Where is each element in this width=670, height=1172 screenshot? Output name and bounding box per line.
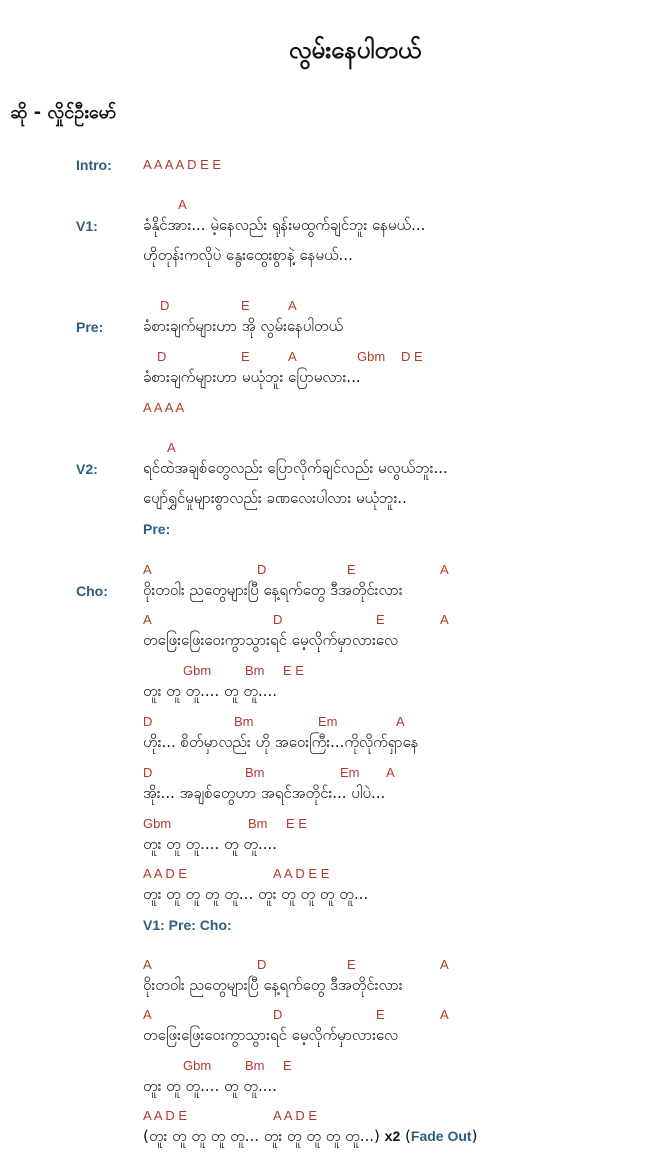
- chord: A A D E: [273, 1108, 318, 1123]
- pre-tail-chords: A A A A: [143, 400, 185, 415]
- chord: A: [396, 714, 405, 729]
- section-cue: V1: Pre: Cho:: [143, 917, 232, 933]
- chord: A A D E: [143, 1108, 188, 1123]
- chord: Bm: [245, 663, 265, 678]
- chord: E: [241, 298, 250, 313]
- chord: D E: [401, 349, 423, 364]
- chord: A: [288, 349, 297, 364]
- chord: Bm: [245, 1058, 265, 1073]
- chord: Gbm: [357, 349, 386, 364]
- chord: A: [143, 562, 152, 577]
- chord: E E: [286, 816, 307, 831]
- chord: D: [273, 612, 283, 627]
- chord: Em: [340, 765, 360, 780]
- chord: A: [386, 765, 395, 780]
- chord: Em: [318, 714, 338, 729]
- lyric-line: တဖြေးဖြေးဝေးကွာသွားရင် မေ့လိုက်မှာလားလေ: [143, 631, 399, 649]
- chord: A: [167, 440, 176, 455]
- chord: E: [376, 612, 385, 627]
- lyric-line: ခံနိုင်အား... မဲ့နေလည်း ရုန်းမထွက်ချင်ဘူး နေမယ်...: [143, 216, 426, 234]
- lyric-line: တူး တူ တူ တူ တူ... တူး တူ တူ တူ တူ...: [143, 885, 369, 903]
- chord: D: [257, 562, 267, 577]
- chord: D: [273, 1007, 283, 1022]
- section-label-cho: Cho:: [76, 583, 108, 599]
- chord: E: [347, 957, 356, 972]
- chord: A A D E E: [273, 866, 330, 881]
- chord: Gbm: [183, 1058, 212, 1073]
- chord: Bm: [245, 765, 265, 780]
- intro-chords: A A A A D E E: [143, 157, 222, 172]
- section-label-v2: V2:: [76, 461, 98, 477]
- chord: A: [440, 957, 449, 972]
- lyric-line: ရင်ထဲအချစ်တွေလည်း ပြောလိုက်ချင်လည်း မလွယ်ဘူး...: [143, 459, 448, 477]
- chord: E: [347, 562, 356, 577]
- chord: Gbm: [143, 816, 172, 831]
- chord: A: [440, 562, 449, 577]
- lyric-line: ပျော်ရွှင်မှုများစွာလည်း ခဏလေးပါလား မယုံဘူး..: [143, 489, 407, 507]
- chord: A: [440, 612, 449, 627]
- chord: E: [376, 1007, 385, 1022]
- chord: D: [160, 298, 170, 313]
- lyric-line: ခံစားချက်များဟာ မယုံဘူး ပြောမလား...: [143, 368, 361, 386]
- chord: E: [241, 349, 250, 364]
- chord: E E: [283, 663, 304, 678]
- chord: A: [288, 298, 297, 313]
- fade-out-label: Fade Out: [410, 1128, 472, 1144]
- lyric-line: တူး တူ တူ.... တူ တူ....: [143, 682, 278, 700]
- chord: D: [157, 349, 167, 364]
- lyric-line: ဟိုး... စိတ်မှာလည်း ဟို အဝေးကြီး...ကိုလိုက်ရှာနေ: [143, 733, 419, 751]
- chord: Bm: [234, 714, 254, 729]
- lyric-text: (တူး တူ တူ တူ တူ... တူး တူ တူ တူ တူ...): [143, 1127, 380, 1145]
- chord: D: [143, 714, 153, 729]
- chord: E: [283, 1058, 292, 1073]
- paren-open: (: [405, 1127, 411, 1145]
- final-lyric-line: [143, 1127, 477, 1149]
- lyric-line: အိုး... အချစ်တွေဟာ အရင်အတိုင်း... ပါပဲ...: [143, 784, 386, 802]
- chord: Gbm: [183, 663, 212, 678]
- paren-close: ): [471, 1127, 478, 1145]
- repeat-marker: x2: [384, 1128, 401, 1144]
- lyric-line: တူး တူ တူ.... တူ တူ....: [143, 835, 278, 853]
- chord: A: [143, 612, 152, 627]
- lyric-line: ဟိုတုန်းကလိုပဲ နွေးထွေးစွာနဲ့ နေမယ်...: [143, 246, 353, 264]
- lyric-line: ဝိုးတဝါး ညတွေများပြီ နေ့ရက်တွေ ဒီအတိုင်းလား: [143, 581, 403, 599]
- chord: A: [143, 957, 152, 972]
- chord: A A D E: [143, 866, 188, 881]
- section-cue: Pre:: [143, 521, 171, 537]
- section-label-pre: Pre:: [76, 319, 104, 335]
- lyric-line: တဖြေးဖြေးဝေးကွာသွားရင် မေ့လိုက်မှာလားလေ: [143, 1026, 399, 1044]
- chord: D: [143, 765, 153, 780]
- section-label-intro: Intro:: [76, 157, 112, 173]
- lyric-line: ဝိုးတဝါး ညတွေများပြီ နေ့ရက်တွေ ဒီအတိုင်းလား: [143, 976, 403, 994]
- singer-credit: ဆို - လှိုင်ဦးမော်: [10, 102, 117, 123]
- chord: A: [178, 197, 187, 212]
- chord: A: [143, 1007, 152, 1022]
- section-label-v1: V1:: [76, 218, 98, 234]
- song-title: လွမ်းနေပါတယ်: [288, 36, 422, 64]
- lyric-line: ခံစားချက်များဟာ အို လွမ်းနေပါတယ်: [143, 317, 344, 335]
- lyric-line: တူး တူ တူ.... တူ တူ....: [143, 1077, 278, 1095]
- chord: Bm: [248, 816, 268, 831]
- chord: A: [440, 1007, 449, 1022]
- chord: D: [257, 957, 267, 972]
